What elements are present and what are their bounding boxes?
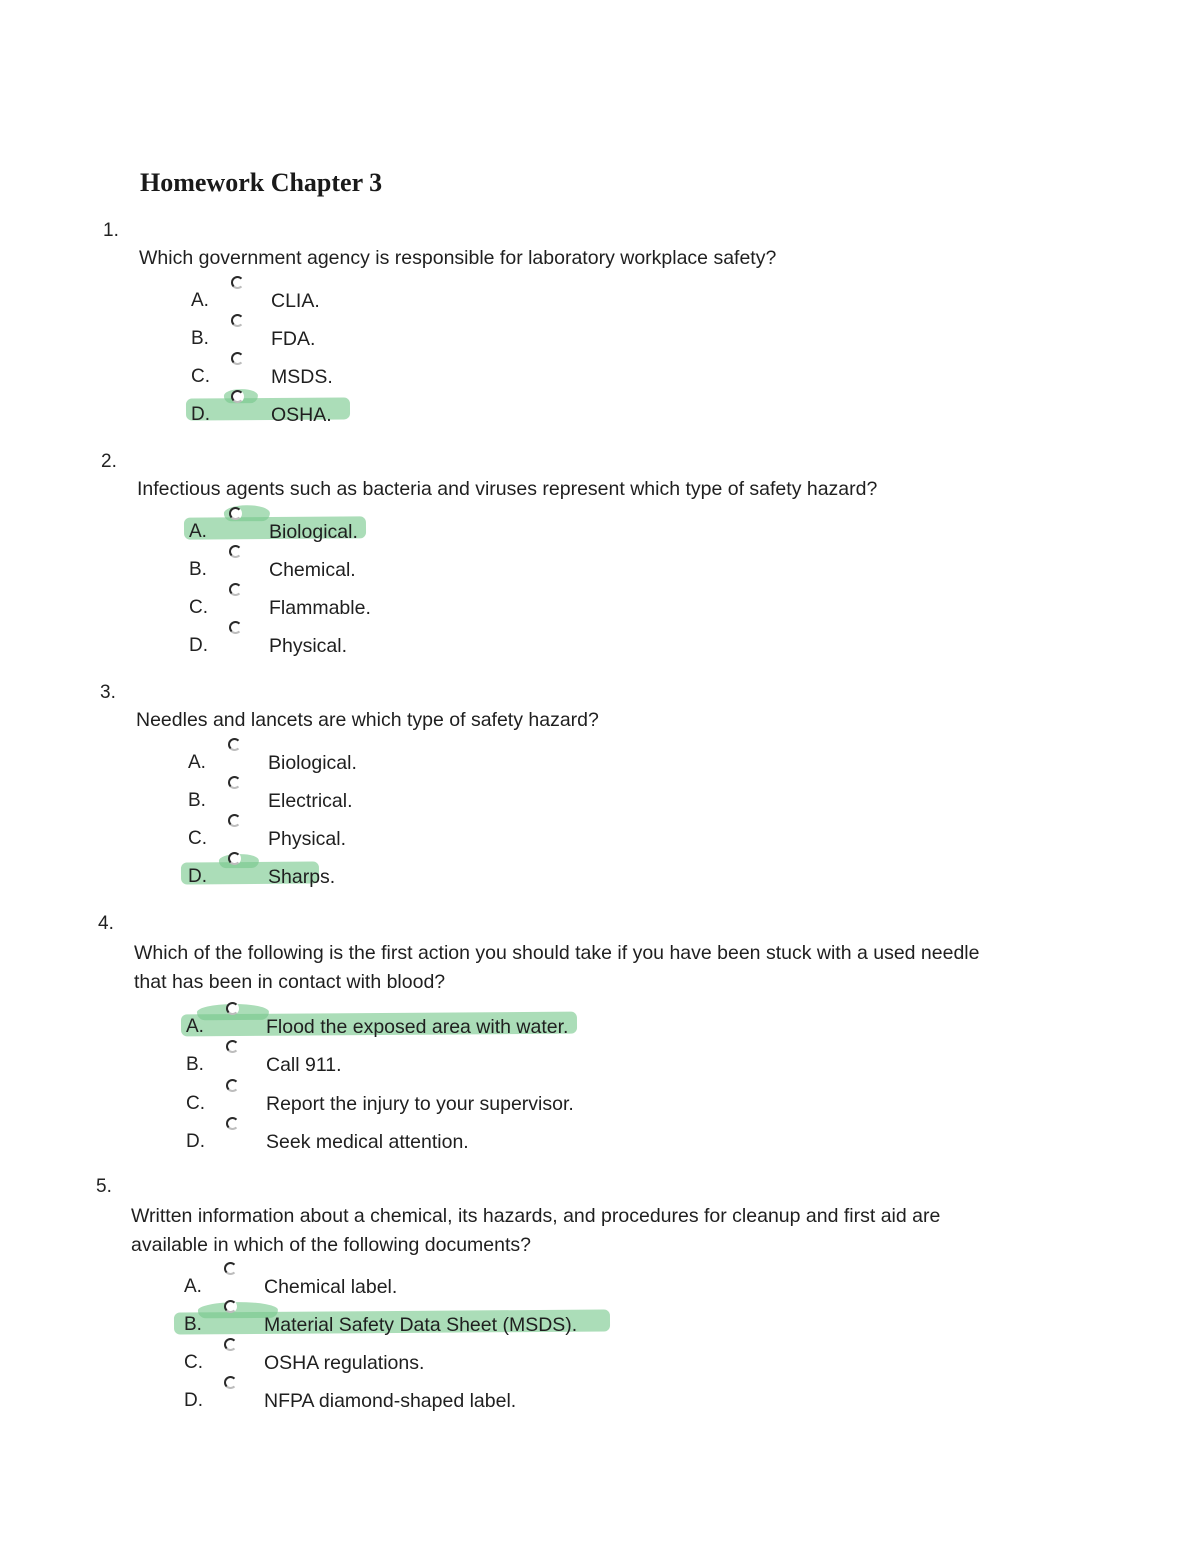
question-text-line-1: Written information about a chemical, its hazards, and procedures for cleanup and first aid are [131,1205,941,1227]
option-d[interactable] [184,1384,784,1414]
radio-button[interactable] [228,852,241,865]
option-c[interactable] [189,591,789,621]
option-a[interactable] [186,1010,786,1040]
question-text: Which government agency is responsible for laboratory workplace safety? [139,247,777,269]
option-text: Seek medical attention. [266,1131,469,1153]
option-text: Flood the exposed area with water. [266,1016,569,1038]
radio-button[interactable] [224,1300,237,1313]
option-text: Report the injury to your supervisor. [266,1093,574,1115]
radio-button[interactable] [229,545,242,558]
question-number: 5. [96,1176,112,1197]
question-text-line-1: Which of the following is the first action you should take if you have been stuck with a used needle [134,942,980,964]
radio-button[interactable] [231,276,244,289]
radio-button[interactable] [231,352,244,365]
option-letter: C. [188,828,207,849]
option-a[interactable] [188,746,788,776]
option-letter: A. [191,290,209,311]
option-text: Electrical. [268,790,353,812]
option-b[interactable] [188,784,788,814]
option-letter: C. [189,597,208,618]
option-c[interactable] [184,1346,784,1376]
option-letter: D. [191,404,210,425]
option-d[interactable] [189,629,789,659]
option-letter: A. [188,752,206,773]
radio-button[interactable] [226,1079,239,1092]
radio-button[interactable] [229,621,242,634]
option-text: Physical. [269,635,348,657]
radio-button[interactable] [231,314,244,327]
option-text: FDA. [271,328,316,350]
option-text: Chemical. [269,559,356,581]
option-letter: C. [191,366,210,387]
option-letter: D. [186,1131,205,1152]
question-text-line-2: that has been in contact with blood? [134,971,446,993]
option-text: Call 911. [266,1054,342,1076]
question-text: Infectious agents such as bacteria and viruses represent which type of safety hazard? [137,478,878,500]
option-letter: B. [188,790,206,811]
option-letter: B. [191,328,209,349]
question-text-line-2: available in which of the following documents? [131,1234,531,1256]
radio-button[interactable] [224,1262,237,1275]
option-c[interactable] [186,1087,786,1117]
option-a[interactable] [184,1270,784,1300]
radio-button[interactable] [228,776,241,789]
question-number: 4. [98,913,114,934]
option-d[interactable] [186,1125,786,1155]
option-b[interactable] [191,322,791,352]
option-text: Biological. [268,752,357,774]
radio-button[interactable] [229,507,242,520]
radio-button[interactable] [224,1376,237,1389]
question-text: Needles and lancets are which type of safety hazard? [136,709,599,731]
radio-button[interactable] [226,1117,239,1130]
radio-button[interactable] [228,738,241,751]
radio-button[interactable] [231,390,244,403]
option-text: Material Safety Data Sheet (MSDS). [264,1314,578,1336]
option-d[interactable] [188,860,788,890]
option-a[interactable] [189,515,789,545]
radio-button[interactable] [228,814,241,827]
option-a[interactable] [191,284,791,314]
option-text: Flammable. [269,597,371,619]
option-letter: C. [186,1093,205,1114]
option-b[interactable] [189,553,789,583]
option-text: Chemical label. [264,1276,398,1298]
option-d[interactable] [191,398,791,428]
option-text: MSDS. [271,366,333,388]
option-letter: B. [189,559,207,580]
question-number: 3. [100,682,116,703]
question-number: 1. [103,220,119,241]
option-text: Physical. [268,828,347,850]
option-text: CLIA. [271,290,320,312]
radio-button[interactable] [226,1002,239,1015]
radio-button[interactable] [226,1040,239,1053]
option-text: Biological. [269,521,358,543]
option-text: NFPA diamond-shaped label. [264,1390,517,1412]
option-letter: D. [189,635,208,656]
option-c[interactable] [191,360,791,390]
radio-button[interactable] [229,583,242,596]
option-b[interactable] [186,1048,786,1078]
option-text: Sharps. [268,866,336,888]
option-letter: A. [186,1016,204,1037]
option-text: OSHA regulations. [264,1352,425,1374]
option-text: OSHA. [271,404,332,426]
option-letter: A. [184,1276,202,1297]
option-letter: D. [188,866,207,887]
option-letter: B. [186,1054,204,1075]
option-letter: B. [184,1314,202,1335]
option-letter: C. [184,1352,203,1373]
radio-button[interactable] [224,1338,237,1351]
option-letter: D. [184,1390,203,1411]
option-b[interactable] [184,1308,784,1338]
option-c[interactable] [188,822,788,852]
option-letter: A. [189,521,207,542]
question-number: 2. [101,451,117,472]
page-title: Homework Chapter 3 [140,168,383,197]
